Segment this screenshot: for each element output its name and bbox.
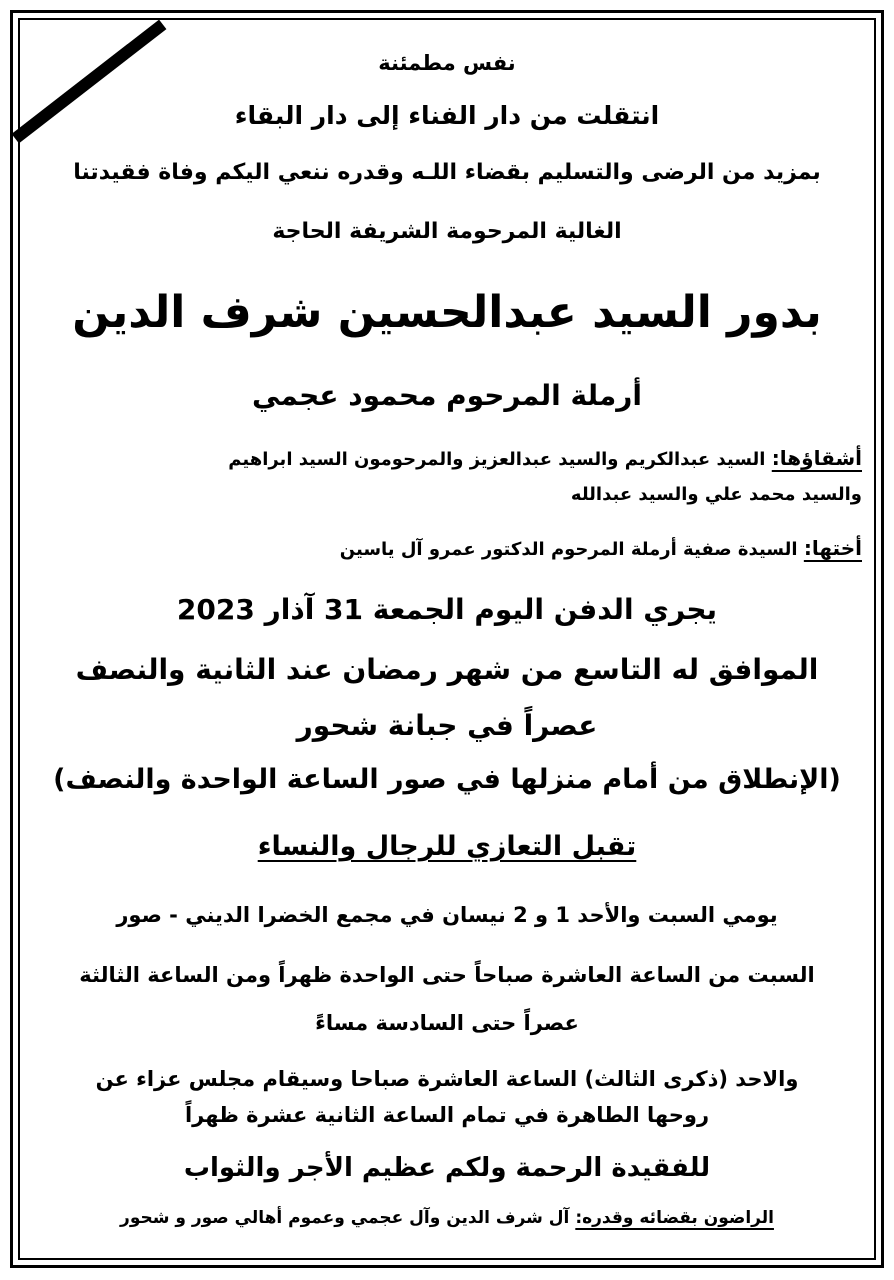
saturday-line-2: عصراً حتى السادسة مساءً xyxy=(315,1011,579,1035)
sister-text: السيدة صفية أرملة المرحوم الدكتور عمرو آل ياسين xyxy=(339,539,798,560)
obituary-notice xyxy=(30,30,864,1250)
brothers-names: السيد عبدالكريم والسيد عبدالعزيز والمرحومون السيد ابراهيم xyxy=(228,449,766,470)
sunday-line-1: والاحد (ذكرى الثالث) الساعة العاشرة صباحا وسيقام مجلس عزاء عن xyxy=(95,1067,799,1091)
brothers-line-1 xyxy=(30,446,862,472)
burial-line-2: الموافق له التاسع من شهر رمضان عند الثانية والنصف xyxy=(75,653,819,686)
condolence-days: يومي السبت والأحد 1 و 2 نيسان في مجمع الخضرا الديني - صور xyxy=(116,903,778,927)
signature-line xyxy=(30,1208,864,1229)
sunday-line-2: روحها الطاهرة في تمام الساعة الثانية عشرة ظهراً xyxy=(184,1103,710,1127)
saturday-line-1: السبت من الساعة العاشرة صباحاً حتى الواحدة ظهراً ومن الساعة الثالثة xyxy=(79,963,815,987)
transition-line: انتقلت من دار الفناء إلى دار البقاء xyxy=(234,101,660,130)
intro-line-1: بمزيد من الرضى والتسليم بقضاء اللـه وقدره ننعي اليكم وفاة فقيدتنا xyxy=(73,160,821,185)
burial-line-4: (الإنطلاق من أمام منزلها في صور الساعة الواحدة والنصف) xyxy=(53,764,841,795)
burial-line-3: عصراً في جبانة شحور xyxy=(296,709,598,742)
condolence-heading-row xyxy=(30,830,864,864)
burial-line-1: يجري الدفن اليوم الجمعة 31 آذار 2023 xyxy=(176,593,718,626)
sister-label: أختها: xyxy=(803,536,862,560)
deceased-name: بدور السيد عبدالحسين شرف الدين xyxy=(72,287,822,338)
sister-line xyxy=(30,536,862,562)
signature-text: آل شرف الدين وآل عجمي وعموم أهالي صور و شحور xyxy=(120,1208,570,1228)
closing-line: للفقيدة الرحمة ولكم عظيم الأجر والثواب xyxy=(183,1153,711,1183)
intro-line-2: الغالية المرحومة الشريفة الحاجة xyxy=(272,219,622,244)
signature-label: الراضون بقضائه وقدره: xyxy=(575,1208,774,1228)
condolence-heading: تقبل التعازي للرجال والنساء xyxy=(257,831,637,862)
brothers-label: أشقاؤها: xyxy=(771,446,862,470)
opening-line: نفس مطمئنة xyxy=(378,51,516,75)
widow-of-line: أرملة المرحوم محمود عجمي xyxy=(252,379,642,412)
brothers-line-2: والسيد محمد علي والسيد عبدالله xyxy=(570,484,862,505)
